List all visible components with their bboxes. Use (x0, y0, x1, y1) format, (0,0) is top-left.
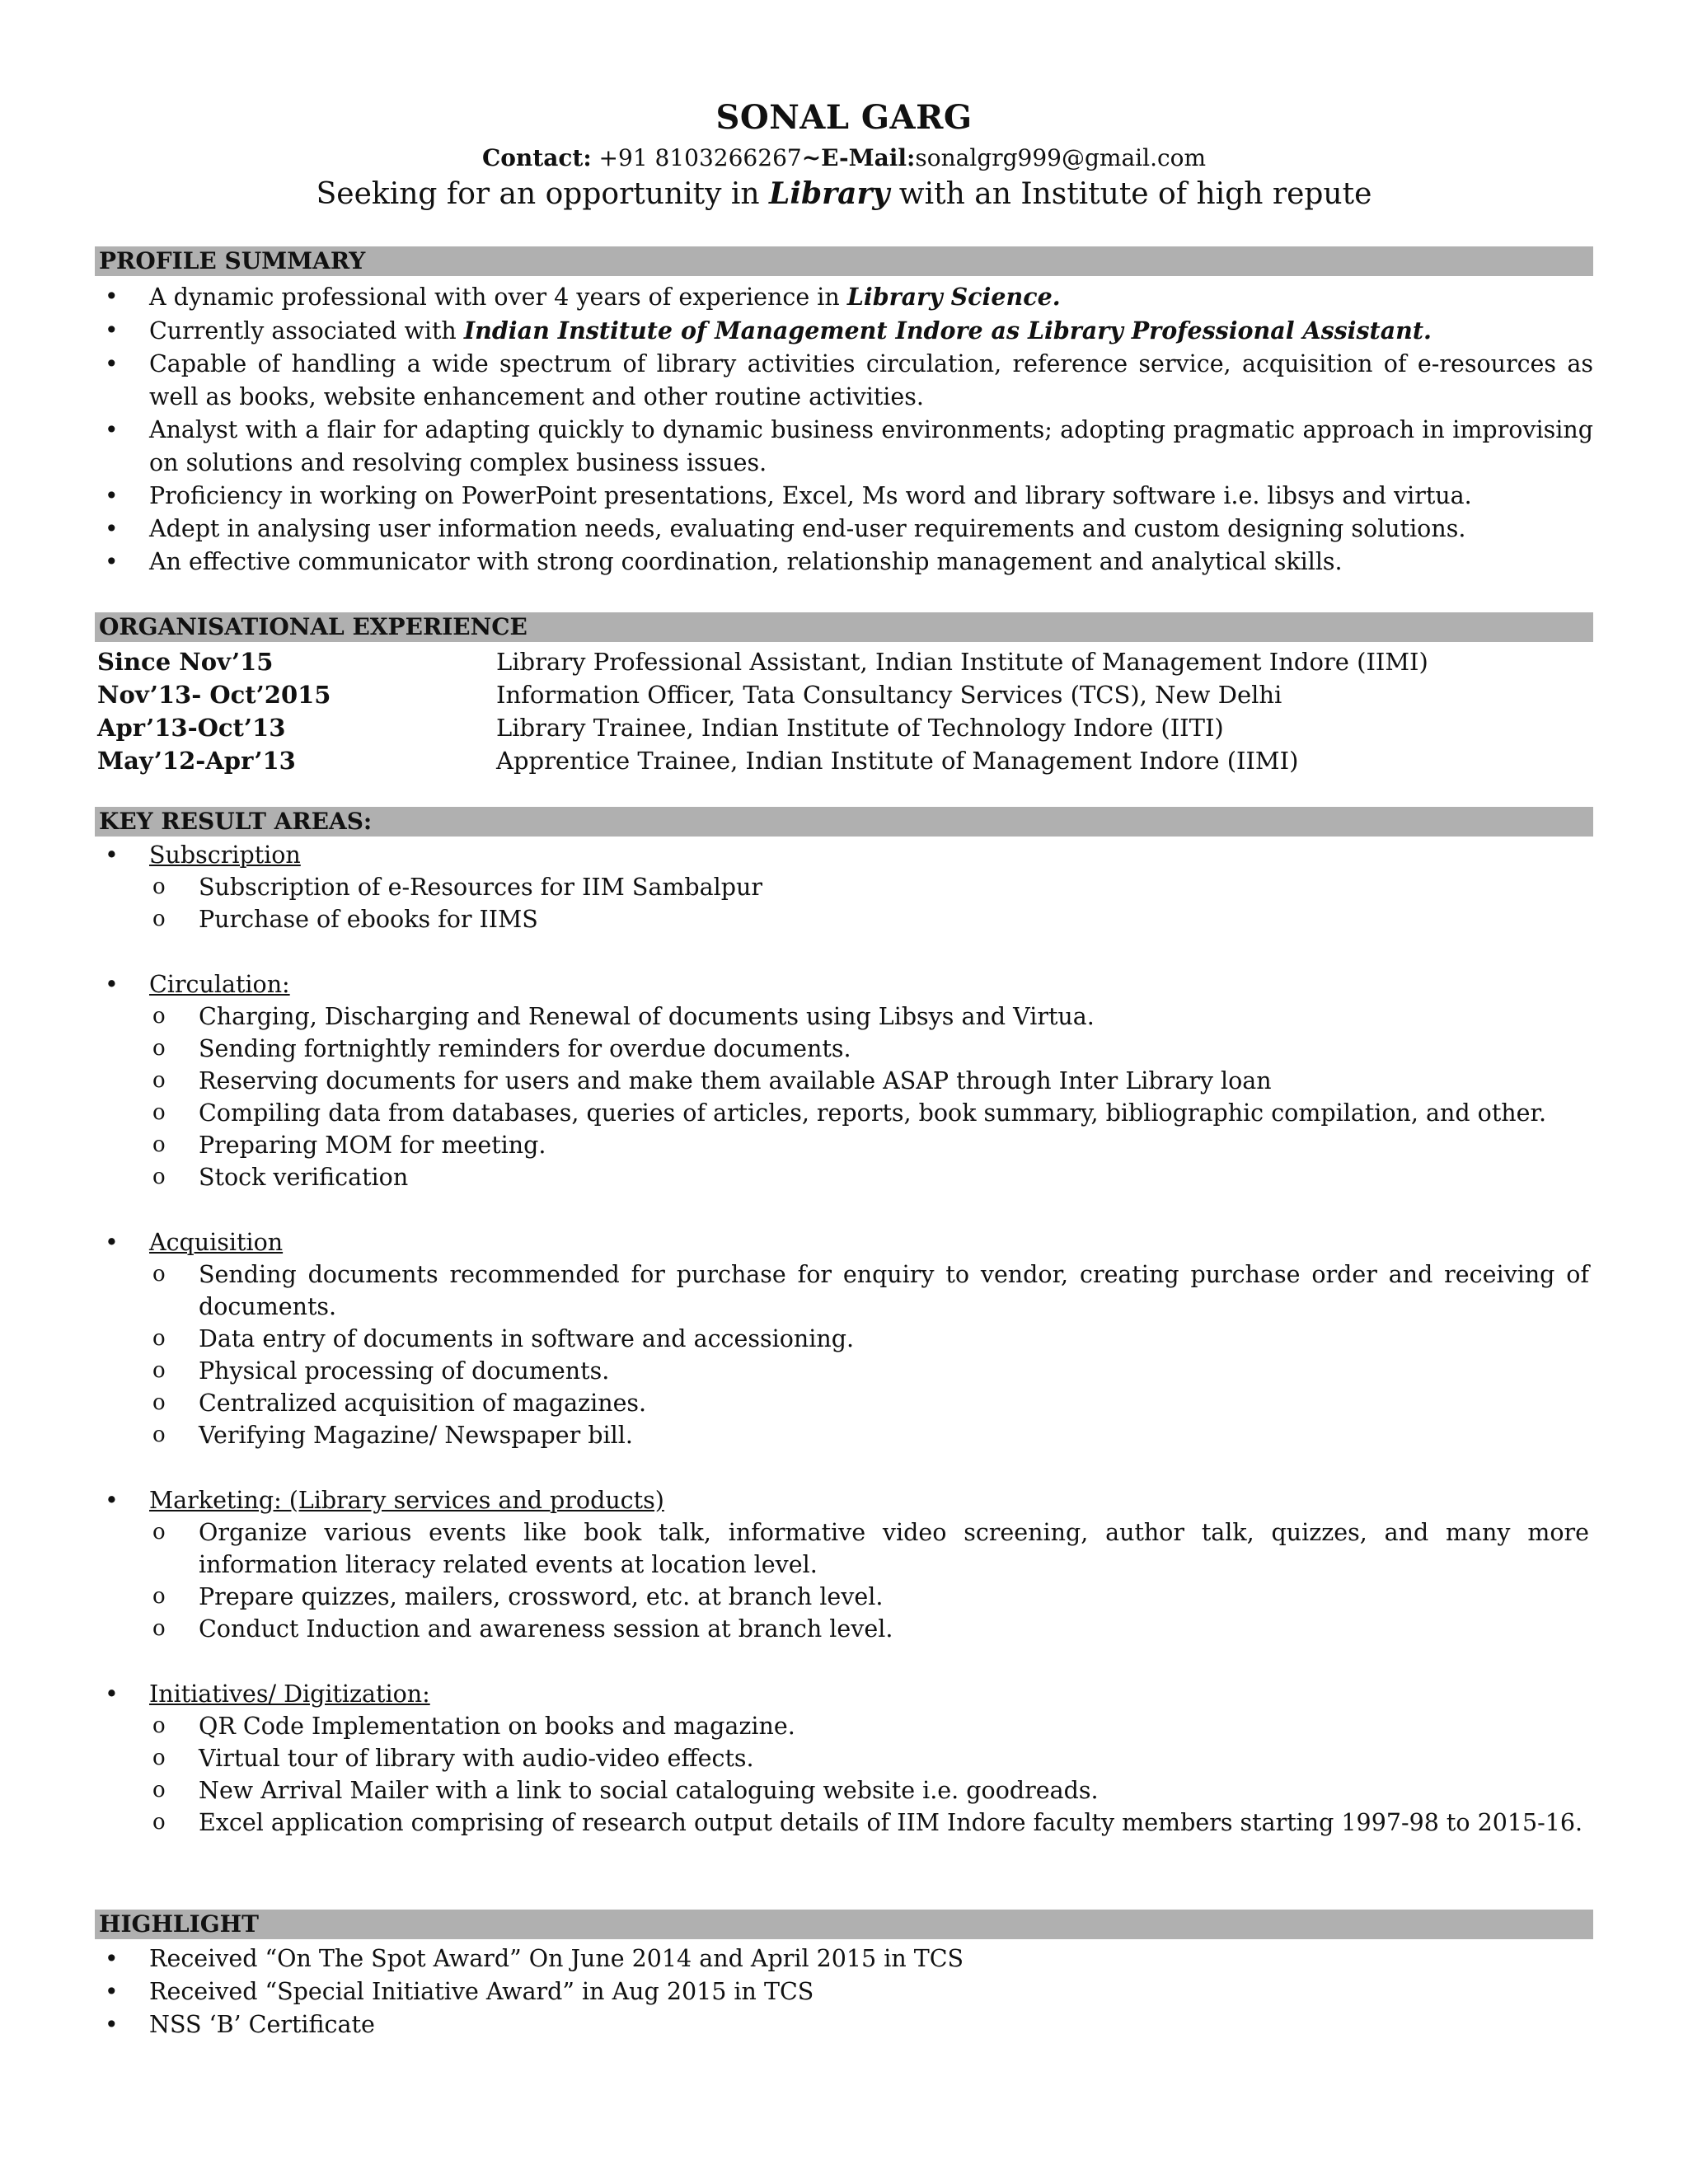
experience-row (97, 744, 1596, 777)
kra-group-marketing (95, 1484, 1593, 1645)
experience-table (97, 645, 1596, 777)
email-address: sonalgrg999@gmail.com (915, 144, 1207, 171)
objective-pre: Seeking for an opportunity in (316, 177, 770, 211)
kra-group-title: • Acquisition (95, 1226, 1593, 1258)
experience-heading: ORGANISATIONAL EXPERIENCE (95, 612, 1593, 642)
list-item: o Virtual tour of library with audio-video effects. (95, 1742, 1593, 1774)
list-item: o Compiling data from databases, queries of articles, reports, book summary, bibliographic compilation, and other. (95, 1097, 1593, 1129)
list-item: o Organize various events like book talk, informative video screening, author talk, quizzes, and many more information literacy related events at location level. (95, 1516, 1593, 1581)
experience-row (97, 678, 1596, 711)
highlight-list (95, 1943, 1593, 2041)
list-item: o Excel application comprising of research output details of IIM Indore faculty members starting 1997-98 to 2015-16. (95, 1807, 1593, 1839)
kra-group-title: • Initiatives/ Digitization: (95, 1678, 1593, 1710)
experience-role: Library Professional Assistant, Indian Institute of Management Indore (IIMI) (496, 648, 1428, 676)
kra-heading: KEY RESULT AREAS: (95, 807, 1593, 837)
experience-date: May’12-Apr’13 (97, 747, 296, 775)
objective-emphasis: Library (769, 176, 890, 211)
list-item: • Proficiency in working on PowerPoint presentations, Excel, Ms word and library software i.e. libsys and virtua. (95, 480, 1593, 513)
kra-group-acquisition (95, 1226, 1593, 1451)
objective-post: with an Institute of high repute (889, 177, 1372, 211)
list-item: o New Arrival Mailer with a link to social cataloguing website i.e. goodreads. (95, 1774, 1593, 1807)
list-item: • Capable of handling a wide spectrum of library activities circulation, reference service, acquisition of e-resources as well as books, website enhancement and other routine activities. (95, 348, 1593, 414)
candidate-name: SONAL GARG (715, 98, 973, 137)
experience-date: Apr’13-Oct’13 (97, 714, 286, 742)
contact-line (0, 143, 1688, 173)
list-item: o Sending documents recommended for purchase for enquiry to vendor, creating purchase order and receiving of documents. (95, 1258, 1593, 1323)
kra-group-title: • Subscription (95, 839, 1593, 871)
list-item: o Stock verification (95, 1161, 1593, 1193)
highlight-heading: HIGHLIGHT (95, 1910, 1593, 1939)
list-item: o QR Code Implementation on books and magazine. (95, 1710, 1593, 1742)
list-item: o Verifying Magazine/ Newspaper bill. (95, 1419, 1593, 1451)
contact-label: Contact: (481, 144, 592, 171)
experience-row (97, 645, 1596, 678)
kra-group-title: • Circulation: (95, 968, 1593, 1001)
list-item: o Conduct Induction and awareness session at branch level. (95, 1613, 1593, 1645)
experience-role: Apprentice Trainee, Indian Institute of Management Indore (IIMI) (496, 747, 1299, 775)
experience-role: Information Officer, Tata Consultancy Services (TCS), New Delhi (496, 681, 1282, 709)
experience-role: Library Trainee, Indian Institute of Technology Indore (IITI) (496, 714, 1224, 742)
list-item: o Subscription of e-Resources for IIM Sambalpur (95, 871, 1593, 903)
list-item: • Received “On The Spot Award” On June 2014 and April 2015 in TCS (95, 1943, 1593, 1975)
experience-row (97, 711, 1596, 744)
kra-section (95, 839, 1593, 1839)
list-item: • Currently associated with Indian Institute of Management Indore as Library Professional Assistant. (95, 314, 1593, 348)
list-item: o Sending fortnightly reminders for overdue documents. (95, 1033, 1593, 1065)
list-item: • A dynamic professional with over 4 years of experience in Library Science. (95, 280, 1593, 314)
email-label: ~E-Mail: (801, 144, 916, 171)
kra-group-circulation (95, 968, 1593, 1193)
list-item: • Analyst with a flair for adapting quickly to dynamic business environments; adopting pragmatic approach in improvising on solutions and resolving complex business issues. (95, 414, 1593, 480)
list-item: o Purchase of ebooks for IIMS (95, 903, 1593, 935)
kra-group-subscription (95, 839, 1593, 935)
list-item: o Prepare quizzes, mailers, crossword, etc. at branch level. (95, 1581, 1593, 1613)
list-item: o Data entry of documents in software and accessioning. (95, 1323, 1593, 1355)
list-item: o Charging, Discharging and Renewal of documents using Libsys and Virtua. (95, 1001, 1593, 1033)
list-item: o Centralized acquisition of magazines. (95, 1387, 1593, 1419)
phone-number: +91 8103266267 (591, 144, 802, 171)
list-item: • NSS ‘B’ Certificate (95, 2008, 1593, 2041)
list-item: o Preparing MOM for meeting. (95, 1129, 1593, 1161)
kra-group-initiatives (95, 1678, 1593, 1839)
experience-date: Nov’13- Oct’2015 (97, 681, 331, 709)
experience-date: Since Nov’15 (97, 648, 274, 676)
profile-summary-list (95, 280, 1593, 579)
profile-summary-heading: PROFILE SUMMARY (95, 246, 1593, 276)
list-item: • Adept in analysing user information needs, evaluating end-user requirements and custom designing solutions. (95, 513, 1593, 546)
kra-group-title: • Marketing: (Library services and products) (95, 1484, 1593, 1516)
list-item: o Physical processing of documents. (95, 1355, 1593, 1387)
list-item: o Reserving documents for users and make them available ASAP through Inter Library loan (95, 1065, 1593, 1097)
objective-line (0, 175, 1688, 213)
list-item: • An effective communicator with strong coordination, relationship management and analytical skills. (95, 546, 1593, 579)
list-item: • Received “Special Initiative Award” in Aug 2015 in TCS (95, 1975, 1593, 2008)
